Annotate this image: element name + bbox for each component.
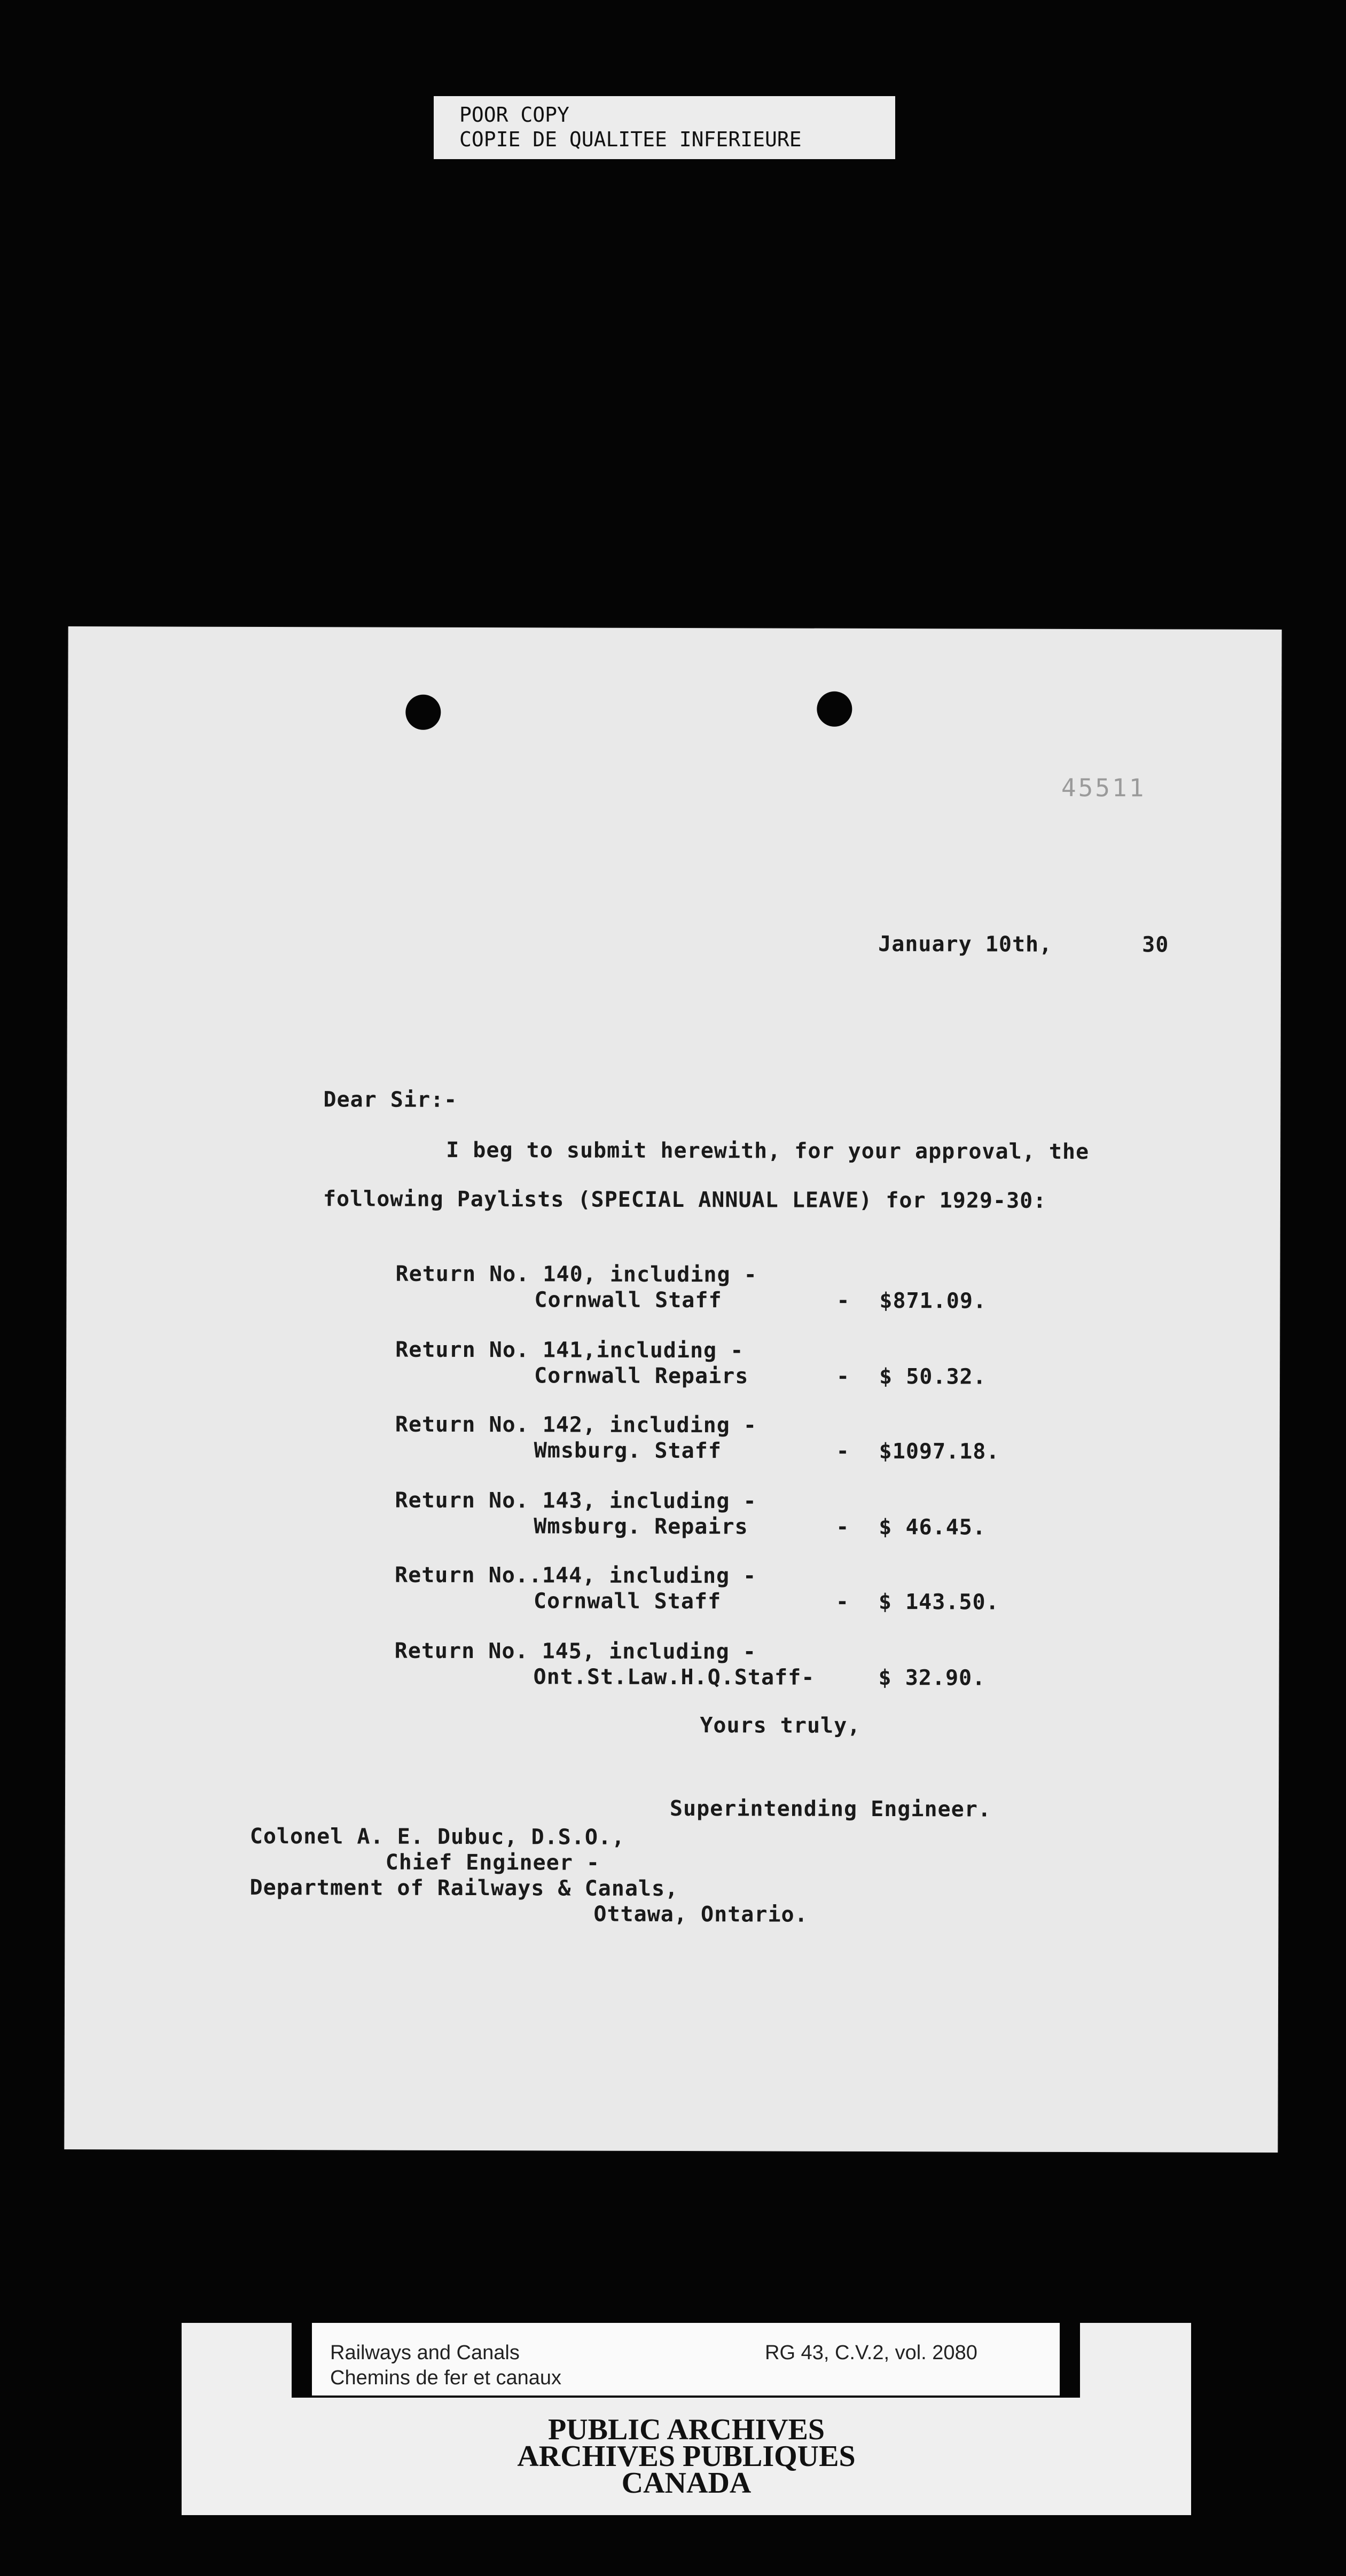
return-detail: Cornwall Repairs (534, 1363, 749, 1389)
letter-sheet (64, 626, 1281, 2153)
return-dash: - (836, 1514, 850, 1540)
collection-name-en: Railways and Canals (330, 2342, 520, 2364)
banner-line-1: POOR COPY (459, 103, 569, 127)
addressee-name: Colonel A. E. Dubuc, D.S.O., (249, 1824, 625, 1850)
punch-hole-left (405, 695, 441, 730)
return-detail: Ont.St.Law.H.Q.Staff- (533, 1664, 815, 1690)
return-dash: - (835, 1589, 850, 1614)
addressee-city: Ottawa, Ontario. (593, 1902, 808, 1927)
return-amount: $1097.18. (879, 1439, 1000, 1464)
return-dash: - (836, 1439, 850, 1464)
letter-year: 30 (1142, 932, 1169, 957)
addressee-department: Department of Railways & Canals, (249, 1875, 679, 1902)
addressee-title: Chief Engineer - (385, 1850, 600, 1875)
archives-name-en: PUBLIC ARCHIVES (547, 2413, 825, 2446)
archives-name-fr: ARCHIVES PUBLIQUES (517, 2440, 856, 2473)
file-number-stamp: 45511 (1061, 773, 1146, 803)
salutation: Dear Sir:- (323, 1087, 458, 1112)
return-dash: - (836, 1288, 850, 1313)
return-amount: $ 50.32. (879, 1364, 987, 1389)
return-title: Return No. 143, including - (395, 1488, 757, 1514)
return-amount: $ 46.45. (879, 1515, 987, 1540)
return-title: Return No. 142, including - (395, 1412, 757, 1438)
return-detail: Wmsburg. Staff (534, 1438, 722, 1464)
return-dash: - (836, 1364, 850, 1389)
banner-line-2: COPIE DE QUALITEE INFERIEURE (459, 128, 802, 151)
return-title: Return No. 140, including - (395, 1261, 757, 1287)
return-detail: Cornwall Staff (534, 1287, 722, 1313)
signature-title: Superintending Engineer. (669, 1796, 991, 1822)
reference-number: RG 43, C.V.2, vol. 2080 (765, 2342, 977, 2364)
return-detail: Wmsburg. Repairs (534, 1514, 748, 1540)
return-title: Return No. 145, including - (394, 1638, 756, 1664)
punch-hole-right (817, 692, 852, 727)
return-detail: Cornwall Staff (533, 1589, 722, 1614)
return-amount: $ 143.50. (878, 1590, 999, 1615)
return-amount: $871.09. (879, 1289, 987, 1314)
body-line-1: I beg to submit herewith, for your approval, the (446, 1137, 1090, 1165)
archives-country: CANADA (621, 2467, 752, 2500)
poor-copy-banner (434, 96, 895, 159)
return-amount: $ 32.90. (878, 1666, 986, 1691)
closing: Yours truly, (700, 1713, 861, 1738)
body-line-2: following Paylists (SPECIAL ANNUAL LEAVE) for 1929-30: (323, 1187, 1047, 1213)
return-title: Return No..144, including - (395, 1562, 757, 1589)
return-title: Return No. 141,including - (395, 1337, 744, 1363)
collection-name-fr: Chemins de fer et canaux (330, 2367, 562, 2389)
letter-date: January 10th, (878, 932, 1053, 957)
